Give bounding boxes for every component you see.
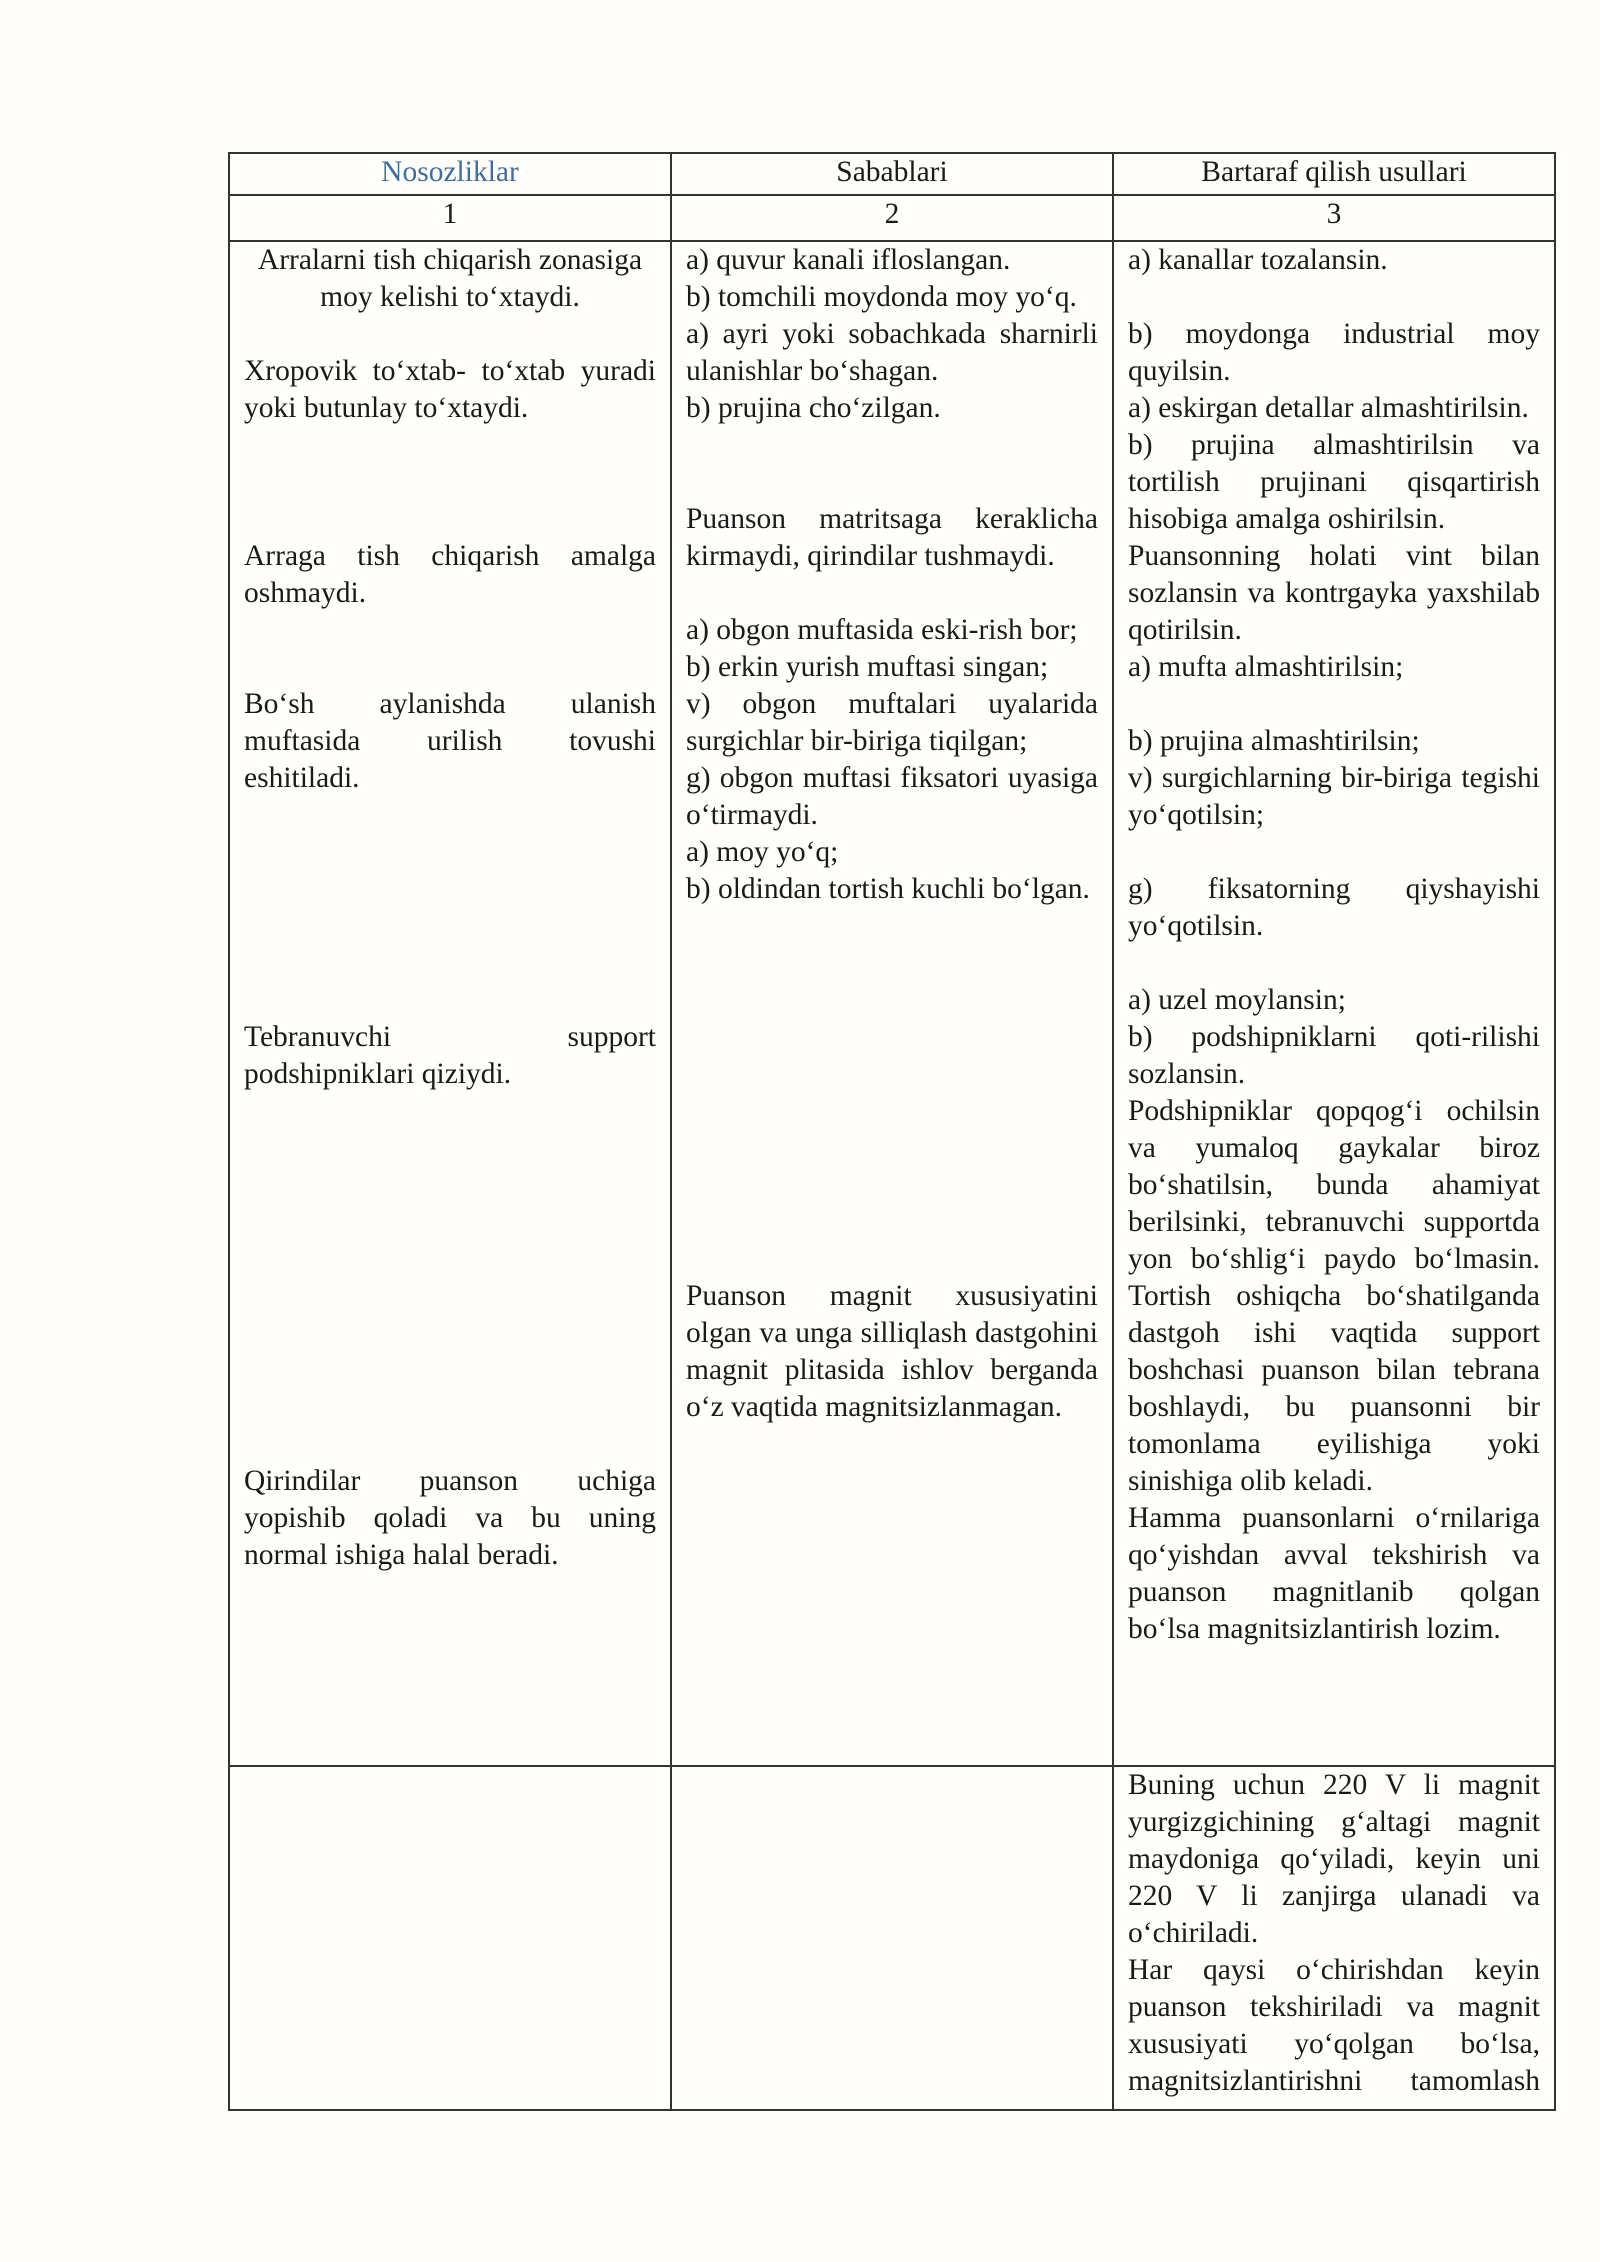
column-number-row <box>229 195 1555 241</box>
remedy-text: b) moydonga industrial moy quyilsin. <box>1128 318 1540 387</box>
empty-cell <box>229 1766 671 2110</box>
cause-text: a) ayri yoki sobachkada sharnirli ulanishlar bo‘shagan. <box>686 318 1098 387</box>
header-row <box>229 153 1555 195</box>
remedy-text: b) podshipniklarni qoti-rilishi sozlansin. <box>1128 1021 1540 1090</box>
cause-text: a) obgon muftasida eski-rish bor; <box>686 614 1078 646</box>
column-number-3: 3 <box>1113 195 1555 241</box>
empty-cell <box>671 1766 1113 2110</box>
remedies-continued-cell <box>1113 1766 1555 2110</box>
remedy-text: g) fiksatorning qiyshayishi yo‘qotilsin. <box>1128 873 1540 942</box>
malfunction-text: Xropovik to‘xtab- to‘xtab yuradi yoki butunlay to‘xtaydi. <box>244 355 656 424</box>
remedy-text: v) surgichlarning bir-biriga tegishi yo‘qotilsin; <box>1128 762 1540 831</box>
cause-text: Puanson magnit xususiyatini olgan va unga silliqlash dastgohini magnit plitasida ishlov berganda o‘z vaqtida magnitsizlanmagan. <box>686 1280 1098 1423</box>
column-number-2: 2 <box>671 195 1113 241</box>
malfunction-text: Qirindilar puanson uchiga yopishib qoladi va bu uning normal ishiga halal beradi. <box>244 1465 656 1571</box>
remedy-text: Hamma puansonlarni o‘rnilariga qo‘yishdan avval tekshirish va puanson magnitlanib qolgan bo‘lsa magnitsizlantirish lozim. <box>1128 1502 1540 1645</box>
cause-text: a) quvur kanali ifloslangan. <box>686 244 1011 276</box>
cause-text: b) erkin yurish muftasi singan; <box>686 651 1049 683</box>
malfunction-text: Arraga tish chiqarish amalga oshmaydi. <box>244 540 656 609</box>
table-row <box>229 1766 1555 2110</box>
malfunction-text: Tebranuvchi support podshipniklari qiziydi. <box>244 1021 656 1090</box>
remedy-text: Buning uchun 220 V li magnit yurgizgichining g‘altagi magnit maydoniga qo‘yiladi, keyin uni 220 V li zanjirga ulanadi va o‘chiriladi. <box>1128 1769 1540 1949</box>
remedy-text: a) mufta almashtirilsin; <box>1128 651 1404 683</box>
remedies-cell <box>1113 241 1555 1766</box>
remedy-text: b) prujina almashtirilsin; <box>1128 725 1420 757</box>
remedy-text: a) eskirgan detallar almashtirilsin. <box>1128 392 1529 424</box>
remedy-text: Podshipniklar qopqog‘i ochilsin va yumaloq gaykalar biroz bo‘shatilsin, bunda ahamiyat berilsinki, tebranuvchi supportda yon bo‘shlig‘i paydo bo‘lmasin. Tortish oshiqcha bo‘shatilganda dastgoh ishi vaqtida support boshchasi puanson bilan tebrana boshlaydi, bu puansonni bir tomonlama eyilishiga yoki sinishiga olib keladi. <box>1128 1095 1540 1497</box>
column-number-1: 1 <box>229 195 671 241</box>
header-remedies: Bartaraf qilish usullari <box>1113 153 1555 195</box>
cause-text: g) obgon muftasi fiksatori uyasiga o‘tirmaydi. <box>686 762 1098 831</box>
malfunction-text: Bo‘sh aylanishda ulanish muftasida urilish tovushi eshitiladi. <box>244 688 656 794</box>
remedy-text: Puansonning holati vint bilan sozlansin va kontrgayka yaxshilab qotirilsin. <box>1128 540 1540 646</box>
cause-text: b) oldindan tortish kuchli bo‘lgan. <box>686 873 1090 905</box>
cause-text: Puanson matritsaga keraklicha kirmaydi, qirindilar tushmaydi. <box>686 503 1098 572</box>
cause-text: b) tomchili moydonda moy yo‘q. <box>686 281 1077 313</box>
remedy-text: a) kanallar tozalansin. <box>1128 244 1388 276</box>
table-row <box>229 241 1555 1766</box>
header-malfunctions: Nosozliklar <box>229 153 671 195</box>
cause-text: v) obgon muftalari uyalarida surgichlar bir-biriga tiqilgan; <box>686 688 1098 757</box>
remedy-text: Har qaysi o‘chirishdan keyin puanson tekshiriladi va magnit xususiyati yo‘qolgan bo‘lsa, magnitsizlantirishni tamomlash <box>1128 1954 1540 2097</box>
remedy-text: b) prujina almashtirilsin va tortilish prujinani qisqartirish hisobiga amalga oshirilsin. <box>1128 429 1540 535</box>
malfunction-text: Arralarni tish chiqarish zonasiga moy kelishi to‘xtaydi. <box>257 244 643 313</box>
cause-text: b) prujina cho‘zilgan. <box>686 392 941 424</box>
remedy-text: a) uzel moylansin; <box>1128 984 1346 1016</box>
causes-cell <box>671 241 1113 1766</box>
malfunction-table <box>228 152 1556 2111</box>
cause-text: a) moy yo‘q; <box>686 836 839 868</box>
malfunctions-cell <box>229 241 671 1766</box>
header-causes: Sabablari <box>671 153 1113 195</box>
